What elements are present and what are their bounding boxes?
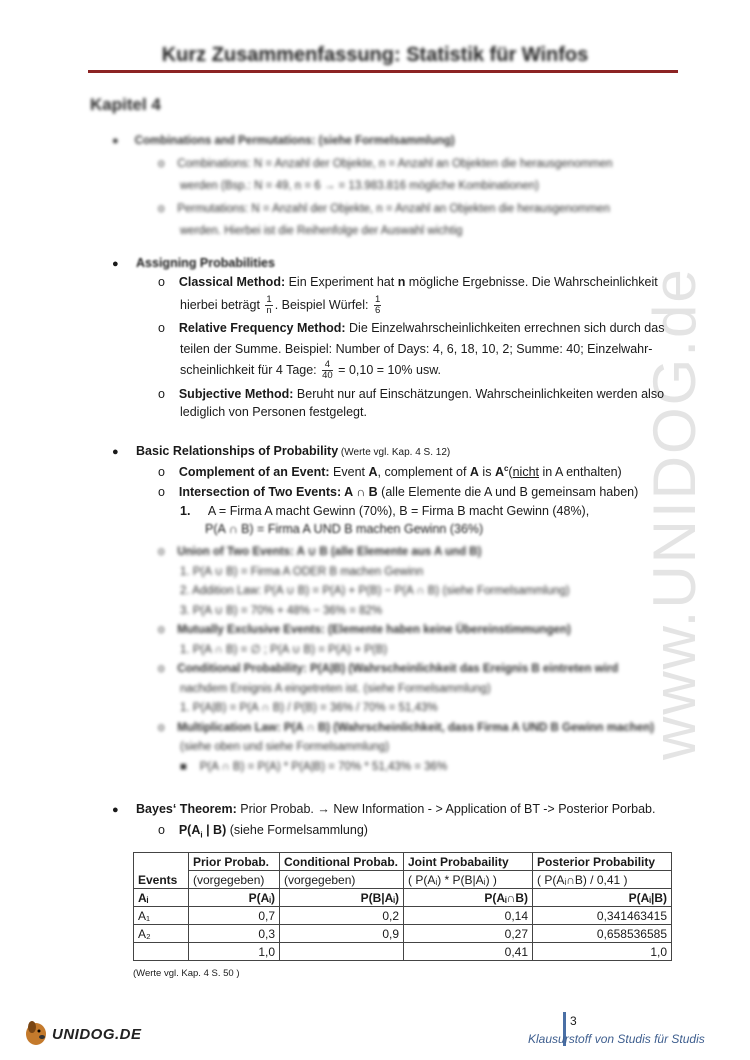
header-divider	[88, 70, 678, 73]
blurred-line	[158, 641, 654, 661]
subjective-method-line2	[180, 405, 367, 419]
header-text: Conditional Probab.	[284, 854, 398, 869]
blurred-text: (siehe oben und siehe Formelsammlung)	[180, 741, 390, 753]
blurred-line: o Conditional Probability: P(A|B) (Wahrscheinlichkeit das Ereignis B eintreten wird	[158, 663, 619, 675]
blurred-text: 2. Addition Law: P(A ∪ B) = P(A) + P(B) − P(A ∩ B) (siehe Formelsammlung)	[180, 585, 570, 597]
blurred-line: ● Combinations and Permutations: (siehe Formelsammlung)	[112, 135, 455, 147]
relative-line3a: scheinlichkeit für 4 Tage:	[180, 362, 321, 377]
assigning-title: Assigning Probabilities	[136, 256, 275, 270]
blurred-text: 3. P(A ∪ B) = 70% + 48% − 36% = 82%	[180, 604, 383, 617]
blurred-line	[158, 680, 654, 700]
table-header-cell: ( P(Aᵢ∩B) / 0,41 )	[533, 871, 672, 889]
subjective-label: Subjective Method:	[178, 387, 294, 401]
table-cell: A₂	[134, 925, 189, 943]
complement-ac: A	[494, 465, 504, 480]
complement-a: A	[368, 465, 378, 480]
bayes-sub-bold2: | B)	[202, 823, 227, 837]
classical-method-line: o Classical Method: Ein Experiment hat n mögliche Ergebnisse. Die Wahrscheinlichkeit	[158, 275, 658, 289]
header-text: Joint Probabaility	[408, 854, 509, 869]
blurred-text: Multiplication Law: P(A ∩ B) (Wahrscheinlichkeit, dass Firma A UND B Gewinn machen)	[177, 721, 655, 734]
complement-label: Complement of an Event:	[178, 465, 330, 480]
header-text: P(Aᵢ∩B)	[484, 890, 528, 905]
complement-text2: , complement of	[377, 465, 470, 480]
blurred-text: Conditional Probability: P(A|B) (Wahrscheinlichkeit das Ereignis B eintreten wird	[177, 663, 619, 675]
intersection-item1	[180, 504, 589, 518]
table-header-cell	[189, 853, 280, 871]
blurred-line	[112, 175, 613, 198]
classical-label: Classical Method:	[178, 275, 286, 289]
relative-text: Die Einzelwahrscheinlichkeiten errechnen sich durch das	[345, 321, 665, 335]
classical-text: Ein Experiment hat	[285, 275, 398, 289]
table-note: (Werte vgl. Kap. 4 S. 50 )	[133, 968, 240, 979]
header-text: Posterior Probability	[537, 854, 656, 869]
header-text: P(Aᵢ|B)	[628, 890, 667, 905]
complement-rest: in A enthalten)	[539, 465, 622, 480]
header-text: Events	[138, 873, 178, 887]
blurred-text: nachdem Ereignis A eingetreten ist. (siehe Formelsammlung)	[180, 682, 491, 695]
blurred-combinations-section	[112, 130, 613, 243]
page-header-title: Kurz Zusammenfassung: Statistik für Winfos	[161, 44, 589, 66]
classical-text2: mögliche Ergebnisse. Die Wahrscheinlichkeit	[405, 275, 658, 289]
bullet-icon: ●	[112, 446, 119, 458]
relative-method-line3	[180, 360, 441, 381]
table-header-row	[134, 889, 672, 907]
watermark: www.UNIDOG.de	[641, 267, 708, 760]
table-cell: 0,41	[404, 943, 533, 961]
blurred-text: Permutations: N = Anzahl der Objekte, n = Anzahl an Objekten die herausgenommen	[177, 202, 610, 215]
table-header-cell	[189, 889, 280, 907]
blurred-text: 1. P(A ∪ B) = Firma A ODER B machen Gewinn	[180, 565, 424, 578]
table-cell: 0,341463415	[533, 907, 672, 925]
footer-tagline: Klausurstoff von Studis für Studis	[528, 1032, 705, 1046]
table-cell	[134, 943, 189, 961]
blurred-line	[158, 602, 654, 622]
header-text: Prior Probab.	[193, 854, 270, 869]
bayes-sub-i: i	[200, 830, 203, 840]
table-header-cell: (vorgegeben)	[280, 871, 404, 889]
frac-den: 6	[374, 305, 381, 316]
intersection-item1-line2	[205, 522, 483, 536]
table-row	[134, 925, 672, 943]
bayes-sub-bold: P(A	[178, 823, 201, 837]
blurred-text: Mutually Exclusive Events: (Elemente haben keine Übereinstimmungen)	[177, 624, 571, 636]
frac-den: n	[266, 305, 272, 316]
footer-logo-text: UNIDOG.DE	[52, 1026, 142, 1043]
frac-num: 1	[266, 294, 272, 305]
complement-sup: c	[503, 464, 509, 473]
chapter-heading: Kapitel 4	[90, 95, 161, 114]
complement-text: Event	[329, 465, 369, 480]
classical-method-line2	[180, 295, 383, 316]
table-header-cell: (vorgegeben)	[189, 871, 280, 889]
blurred-line	[158, 699, 654, 719]
fraction-1-over-6	[374, 295, 381, 316]
table-cell: 1,0	[189, 943, 280, 961]
bayes-sub-text: (siehe Formelsammlung)	[226, 823, 368, 837]
bayes-heading	[112, 802, 655, 816]
blurred-line	[158, 563, 654, 583]
complement-line: o Complement of an Event: Event A, complement of A is $A^c(nicht$ in A enthalten)	[158, 464, 622, 480]
complement-nicht: nicht	[512, 465, 539, 480]
relative-line3b: = 0,10 = 10% usw.	[334, 362, 442, 377]
table-header-cell	[533, 853, 672, 871]
table-header-row	[134, 853, 672, 871]
intersection-text: (alle Elemente die A und B gemeinsam haben)	[377, 485, 639, 499]
frac-num: 4	[322, 360, 333, 371]
blurred-probability-rules-section	[158, 543, 654, 777]
table-header-cell	[134, 853, 189, 889]
blurred-text: 1. P(A|B) = P(A ∩ B) / P(B) = 36% / 70% = 51,43%	[180, 702, 438, 714]
blurred-text: 1. P(A ∩ B) = ∅ ; P(A ∪ B) = P(A) + P(B)	[180, 643, 388, 656]
classical-line2a: hierbei beträgt	[180, 297, 264, 312]
classical-line2b: . Beispiel Würfel:	[274, 297, 372, 312]
blurred-text: Combinations and Permutations: (siehe Formelsammlung)	[134, 135, 455, 147]
blurred-line: o Permutations: N = Anzahl der Objekte, n = Anzahl an Objekten die herausgenommen	[158, 202, 610, 215]
item1-line2: P(A ∩ B) = Firma A UND B machen Gewinn (36%)	[205, 522, 484, 536]
relative-method-line2	[180, 342, 652, 356]
blurred-line	[158, 738, 654, 758]
relative-line2: teilen der Summe. Beispiel: Number of Days: 4, 6, 18, 10, 2; Summe: 40; Einzelwahr-	[180, 342, 653, 356]
table-header-cell	[404, 889, 533, 907]
assigning-heading	[112, 256, 275, 270]
subjective-method-line: o Subjective Method: Beruht nur auf Einschätzungen. Wahrscheinlichkeiten werden also	[158, 387, 665, 401]
fraction-4-over-40	[322, 360, 333, 381]
subjective-line2: lediglich von Personen festgelegt.	[180, 405, 367, 419]
table-cell: 0,2	[280, 907, 404, 925]
blurred-text: werden. Hierbei ist die Reihenfolge der Auswahl wichtig	[180, 225, 463, 237]
basic-title: Basic Relationships of Probability	[136, 444, 339, 458]
table-header-cell	[280, 889, 404, 907]
blurred-text: werden (Bsp.: N = 49, n = 6 → = 13.983.816 mögliche Kombinationen)	[180, 180, 539, 192]
frac-den: 40	[322, 370, 333, 381]
table-cell: 0,3	[189, 925, 280, 943]
relative-method-line: o Relative Frequency Method: Die Einzelwahrscheinlichkeiten errechnen sich durch das	[158, 321, 665, 335]
table-cell: A₁	[134, 907, 189, 925]
blurred-line: ■ P(A ∩ B) = P(A) * P(A|B) = 70% * 51,43% = 36%	[180, 760, 448, 773]
table-cell: 0,27	[404, 925, 533, 943]
header-text: P(Aᵢ)	[248, 890, 275, 905]
table-header-cell	[280, 853, 404, 871]
subjective-text: Beruht nur auf Einschätzungen. Wahrscheinlichkeiten werden also	[293, 387, 665, 401]
blurred-line: o Mutually Exclusive Events: (Elemente haben keine Übereinstimmungen)	[158, 624, 571, 636]
fraction-1-over-n	[265, 295, 272, 316]
table-cell: 0,9	[280, 925, 404, 943]
header-text: Aᵢ	[138, 890, 149, 905]
bullet-icon: ●	[112, 804, 119, 816]
bayes-table-container	[133, 852, 672, 961]
bayes-title: Bayes‘ Theorem:	[136, 802, 237, 816]
table-header-cell	[134, 889, 189, 907]
table-row	[134, 943, 672, 961]
table-cell: 0,658536585	[533, 925, 672, 943]
basic-ref: (Werte vgl. Kap. 4 S. 12)	[338, 447, 451, 458]
blurred-line: o Multiplication Law: P(A ∩ B) (Wahrscheinlichkeit, dass Firma A UND B Gewinn machen)	[158, 721, 655, 734]
frac-num: 1	[374, 294, 381, 305]
blurred-line	[158, 582, 654, 602]
basic-relationships-heading	[112, 444, 450, 458]
table-cell	[280, 943, 404, 961]
table-cell: 0,7	[189, 907, 280, 925]
table-cell: 1,0	[533, 943, 672, 961]
table-header-row	[134, 871, 672, 889]
bayes-sub-line: o $P(A_i$ | B) (siehe Formelsammlung)	[158, 823, 368, 840]
table-row	[134, 907, 672, 925]
relative-label: Relative Frequency Method:	[178, 321, 346, 335]
blurred-line: o Union of Two Events: A ∪ B (alle Elemente aus A und B)	[158, 546, 482, 558]
table-header-cell	[533, 889, 672, 907]
blurred-text: Union of Two Events: A ∪ B (alle Elemente aus A und B)	[177, 546, 482, 558]
complement-a2: A	[469, 465, 479, 480]
table-cell: 0,14	[404, 907, 533, 925]
blurred-line	[112, 220, 613, 243]
table-header-cell	[404, 853, 533, 871]
blurred-text: P(A ∩ B) = P(A) * P(A|B) = 70% * 51,43% = 36%	[199, 760, 448, 773]
bayes-table	[133, 852, 672, 961]
intersection-line: o Intersection of Two Events: A ∩ B (alle Elemente die A und B gemeinsam haben)	[158, 485, 639, 499]
blurred-line: o Combinations: N = Anzahl der Objekte, n = Anzahl an Objekten die herausgenommen	[158, 157, 613, 170]
header-text: P(B|Aᵢ)	[360, 890, 399, 905]
bayes-text: Prior Probab. → New Information - > Application of BT -> Posterior Porbab.	[236, 802, 656, 816]
complement-is: is	[478, 465, 495, 480]
table-header-cell: ( P(Aᵢ) * P(B|Aᵢ) )	[404, 871, 533, 889]
classical-n: n	[397, 275, 406, 289]
item-number: 1.	[180, 504, 191, 518]
item1-text: A = Firma A macht Gewinn (70%), B = Firma B macht Gewinn (48%),	[207, 504, 590, 518]
bullet-icon: ●	[112, 258, 119, 270]
blurred-text: Combinations: N = Anzahl der Objekte, n = Anzahl an Objekten die herausgenommen	[177, 157, 613, 170]
page-number: 3	[570, 1014, 577, 1028]
intersection-label: Intersection of Two Events: A ∩ B	[178, 485, 378, 499]
